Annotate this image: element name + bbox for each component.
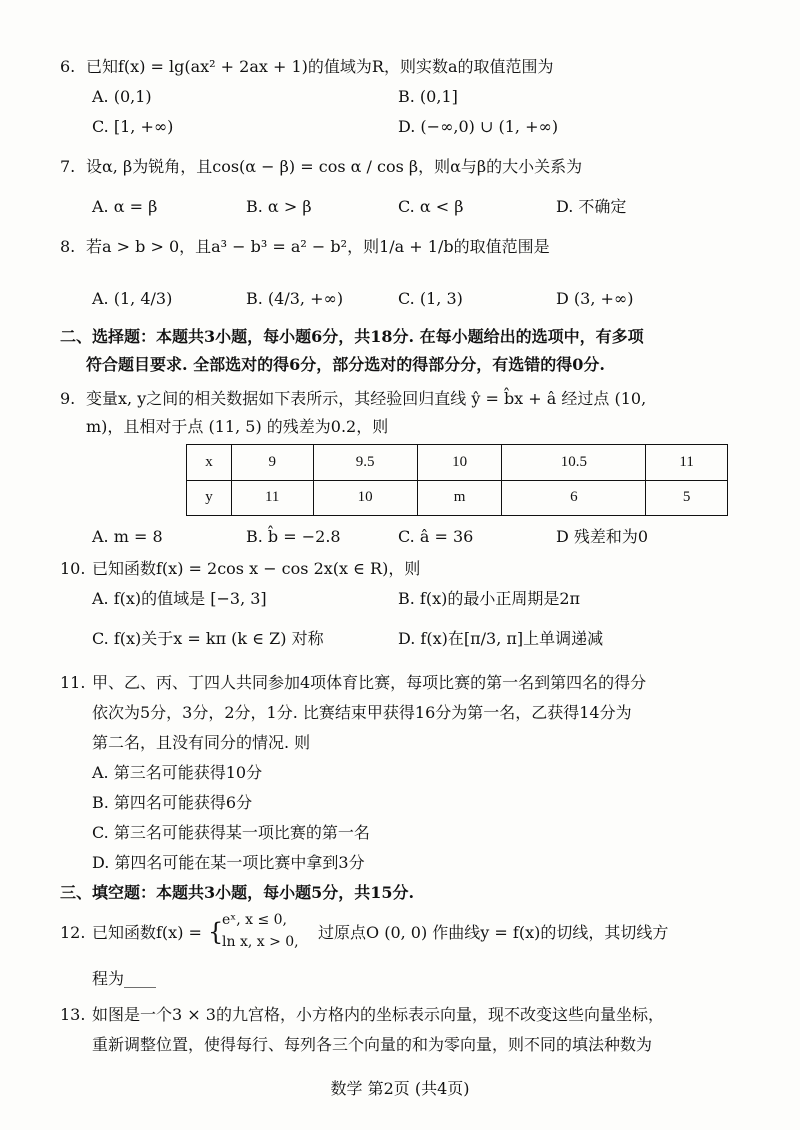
q9-option-d: D 残差和为0 (556, 527, 649, 546)
table-cell: 11 (646, 445, 728, 481)
q8-option-a: A. (1, 4/3) (92, 289, 173, 308)
table-cell: 9 (231, 445, 313, 481)
q11-stem-line3: 第二名，且没有同分的情况. 则 (92, 733, 311, 752)
table-cell: 5 (646, 480, 728, 516)
q10-number: 10. (60, 559, 86, 578)
q9-stem-line1: 变量x, y之间的相关数据如下表所示，其经验回归直线 ŷ = b̂x + â 经过点 (10, (86, 389, 647, 408)
table-cell: m (417, 480, 502, 516)
q6-option-b: B. (0,1] (398, 87, 458, 106)
section-2-instructions: 符合题目要求. 全部选对的得6分，部分选对的得部分分，有选错的得0分. (86, 355, 605, 374)
q9-option-c: C. â = 36 (398, 527, 474, 546)
q12-number: 12. (60, 923, 86, 942)
q11-option-b: B. 第四名可能获得6分 (92, 793, 253, 812)
q13-stem-line1: 如图是一个3 × 3的九宫格，小方格内的坐标表示向量，现不改变这些向量坐标， (92, 1005, 664, 1024)
q7-option-b: B. α > β (246, 197, 312, 216)
q8-number: 8. (60, 237, 76, 256)
q7-option-a: A. α = β (92, 197, 158, 216)
table-row-x (187, 445, 728, 481)
q6-number: 6. (60, 57, 76, 76)
q11-stem-line2: 依次为5分，3分，2分，1分. 比赛结束甲获得16分为第一名，乙获得14分为 (92, 703, 632, 722)
q11-option-c: C. 第三名可能获得某一项比赛的第一名 (92, 823, 370, 842)
q12-answer-line: 程为____ (92, 969, 157, 988)
q10-stem: 已知函数f(x) = 2cos x − cos 2x(x ∈ R)，则 (92, 559, 421, 578)
q6-option-d: D. (−∞,0) ∪ (1, +∞) (398, 117, 559, 136)
table-cell: x (187, 445, 232, 481)
q11-option-d: D. 第四名可能在某一项比赛中拿到3分 (92, 853, 365, 872)
q7-option-d: D. 不确定 (556, 197, 627, 216)
q9-option-b: B. b̂ = −2.8 (246, 527, 341, 546)
q9-stem-line2: m)，且相对于点 (11, 5) 的残差为0.2，则 (86, 417, 389, 436)
q12-stem-tail: 过原点O (0, 0) 作曲线y = f(x)的切线，其切线方 (318, 923, 669, 942)
q6-option-a: A. (0,1) (92, 87, 152, 106)
q13-number: 13. (60, 1005, 86, 1024)
q8-stem: 若a > b > 0，且a³ − b³ = a² − b²，则1/a + 1/b的取值范围是 (86, 237, 550, 256)
table-cell: 10 (313, 480, 417, 516)
q13-stem-line2: 重新调整位置，使得每行、每列各三个向量的和为零向量，则不同的填法种数为 (92, 1035, 653, 1054)
q12-case-1: eˣ, x ≤ 0, (222, 912, 288, 928)
table-cell: y (187, 480, 232, 516)
q10-option-a: A. f(x)的值域是 [−3, 3] (92, 589, 267, 608)
q6-stem: 已知f(x) = lg(ax² + 2ax + 1)的值域为R，则实数a的取值范围为 (86, 57, 554, 76)
q7-number: 7. (60, 157, 76, 176)
q10-option-d: D. f(x)在[π/3, π]上单调递减 (398, 629, 604, 648)
q11-number: 11. (60, 673, 86, 692)
q9-option-a: A. m = 8 (92, 527, 163, 546)
q10-option-b: B. f(x)的最小正周期是2π (398, 589, 581, 608)
table-cell: 10 (417, 445, 502, 481)
q6-option-c: C. [1, +∞) (92, 117, 174, 136)
q12-brace: { (208, 918, 224, 946)
section-2-heading: 二、选择题：本题共3小题，每小题6分，共18分. 在每小题给出的选项中，有多项 (60, 327, 644, 346)
q8-option-c: C. (1, 3) (398, 289, 463, 308)
table-cell: 6 (502, 480, 646, 516)
q9-number: 9. (60, 389, 76, 408)
table-row-y (187, 480, 728, 516)
q11-stem-line1: 甲、乙、丙、丁四人共同参加4项体育比赛，每项比赛的第一名到第四名的得分 (92, 673, 647, 692)
q10-option-c: C. f(x)关于x = kπ (k ∈ Z) 对称 (92, 629, 324, 648)
q12-lead: 已知函数f(x) = (92, 923, 202, 942)
q9-data-table (186, 444, 728, 516)
q12-case-2: ln x, x > 0, (222, 934, 299, 950)
q8-option-b: B. (4/3, +∞) (246, 289, 344, 308)
page-footer: 数学 第2页 (共4页) (330, 1079, 470, 1098)
table-cell: 10.5 (502, 445, 646, 481)
table-cell: 9.5 (313, 445, 417, 481)
section-3-heading: 三、填空题：本题共3小题，每小题5分，共15分. (60, 883, 415, 902)
q8-option-d: D (3, +∞) (556, 289, 634, 308)
table-cell: 11 (231, 480, 313, 516)
q7-stem: 设α, β为锐角，且cos(α − β) = cos α / cos β，则α与β的大小关系为 (86, 157, 583, 176)
q11-option-a: A. 第三名可能获得10分 (92, 763, 263, 782)
q7-option-c: C. α < β (398, 197, 464, 216)
